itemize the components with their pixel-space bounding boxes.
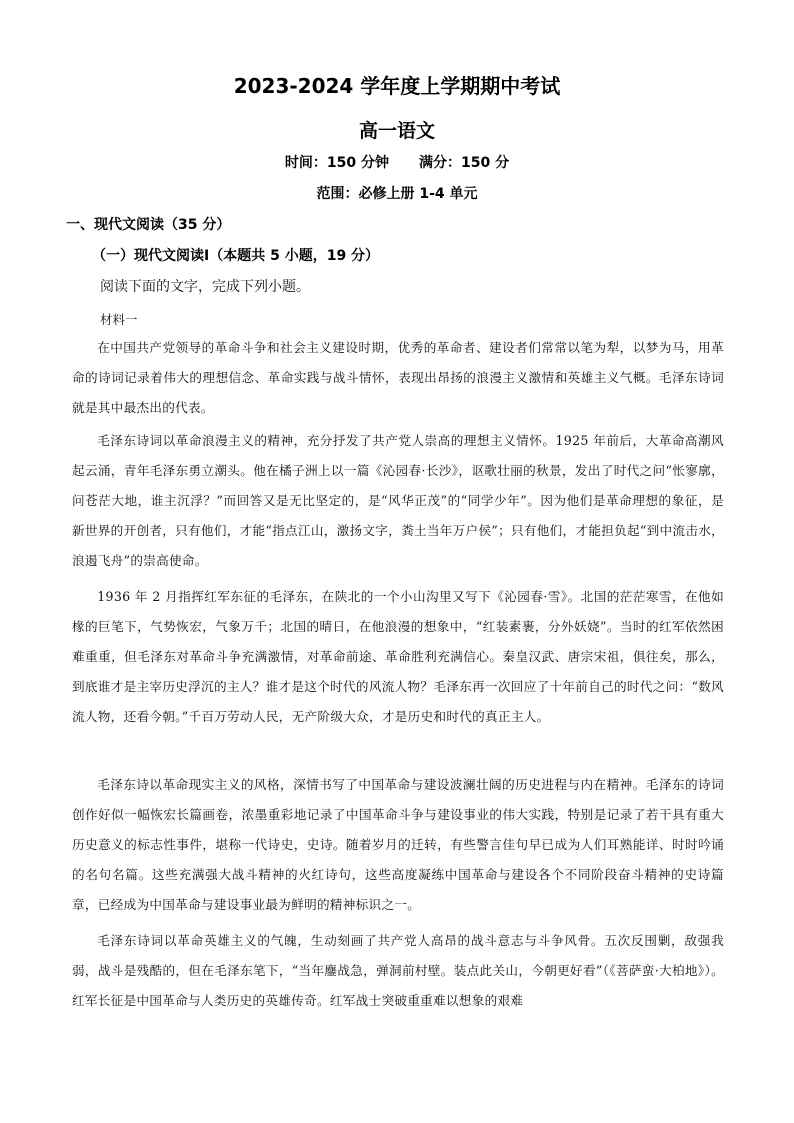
- exam-title: 2023-2024 学年度上学期期中考试: [233, 74, 561, 98]
- subject-title: 高一语文: [358, 120, 435, 142]
- material-label: 材料一: [100, 312, 138, 327]
- exam-time: 时间：150 分钟: [284, 155, 389, 171]
- subsection-heading: （一）现代文阅读Ⅰ（本题共 5 小题，19 分）: [92, 248, 380, 264]
- reading-instruction: 阅读下面的文字，完成下列小题。: [100, 279, 310, 295]
- paragraph: 毛泽东诗词以革命英雄主义的气魄，生动刻画了共产党人高昂的战斗意志与斗争风骨。五次反围剿，敌强我弱，战斗是残酷的，但在毛泽东笔下，“当年鏖战急，弹洞前村壁。装点此关山，今朝更好看”（《菩萨蛮·大柏地》）。红军长征是中国革命与人类历史的英雄传奇。红军战士突破重重难以想象的艰难: [72, 933, 724, 1008]
- exam-scope: 范围：必修上册 1-4 单元: [316, 186, 478, 202]
- paragraph: 毛泽东诗词以革命浪漫主义的精神，充分抒发了共产党人崇高的理想主义情怀。1925 年前后，大革命高潮风起云涌，青年毛泽东勇立潮头。他在橘子洲上以一篇《沁园春·长沙》，讴歌壮丽的秋景，发出了时代之问“怅寥廓，问苍茫大地，谁主沉浮？”而回答又是无比坚定的，是“风华正茂”的“同学少年”。因为他们是革命理想的象征，是新世界的开创者，只有他们，才能“指点江山，激扬文字，粪土当年万户侯”；只有他们，才能担负起“到中流击水，浪遏飞舟”的崇高使命。: [72, 433, 725, 568]
- paragraph: 1936 年 2 月指挥红军东征的毛泽东，在陕北的一个小山沟里又写下《沁园春·雪》。北国的茫茫寒雪，在他如椽的巨笔下，气势恢宏，气象万千；北国的晴日，在他浪漫的想象中，“红装素裹，分外妖娆”。当时的红军依然困难重重，但毛泽东对革命斗争充满激情，对革命前途、革命胜利充满信心。秦皇汉武、唐宗宋祖，俱往矣，那么，到底谁才是主宰历史浮沉的主人？谁才是这个时代的风流人物？毛泽东再一次回应了十年前自己的时代之问：“数风流人物，还看今朝。”千百万劳动人民，无产阶级大众，才是历史和时代的真正主人。: [72, 589, 724, 724]
- section-heading: 一、现代文阅读（35 分）: [66, 217, 231, 233]
- paragraph: 毛泽东诗以革命现实主义的风格，深情书写了中国革命与建设波澜壮阔的历史进程与内在精神。毛泽东的诗词创作好似一幅恢宏长篇画卷，浓墨重彩地记录了中国革命斗争与建设事业的伟大实践，特别是记录了若干具有重大历史意义的标志性事件，堪称一代诗史，史诗。随着岁月的迁转，有些警言佳句早已成为人们耳熟能详、时时吟诵的名句名篇。这些充满强大战斗精神的火红诗句，这些高度凝练中国革命与建设各个不同阶段奋斗精神的史诗篇章，已经成为中国革命与建设事业最为鲜明的精神标识之一。: [72, 777, 724, 912]
- exam-info: [0, 152, 794, 172]
- exam-score: 满分：150 分: [419, 155, 510, 171]
- paragraph: 在中国共产党领导的革命斗争和社会主义建设时期，优秀的革命者、建设者们常常以笔为犁，以梦为马，用革命的诗词记录着伟大的理想信念、革命实践与战斗情怀，表现出昂扬的浪漫主义激情和英雄主义气概。毛泽东诗词就是其中最杰出的代表。: [72, 340, 724, 415]
